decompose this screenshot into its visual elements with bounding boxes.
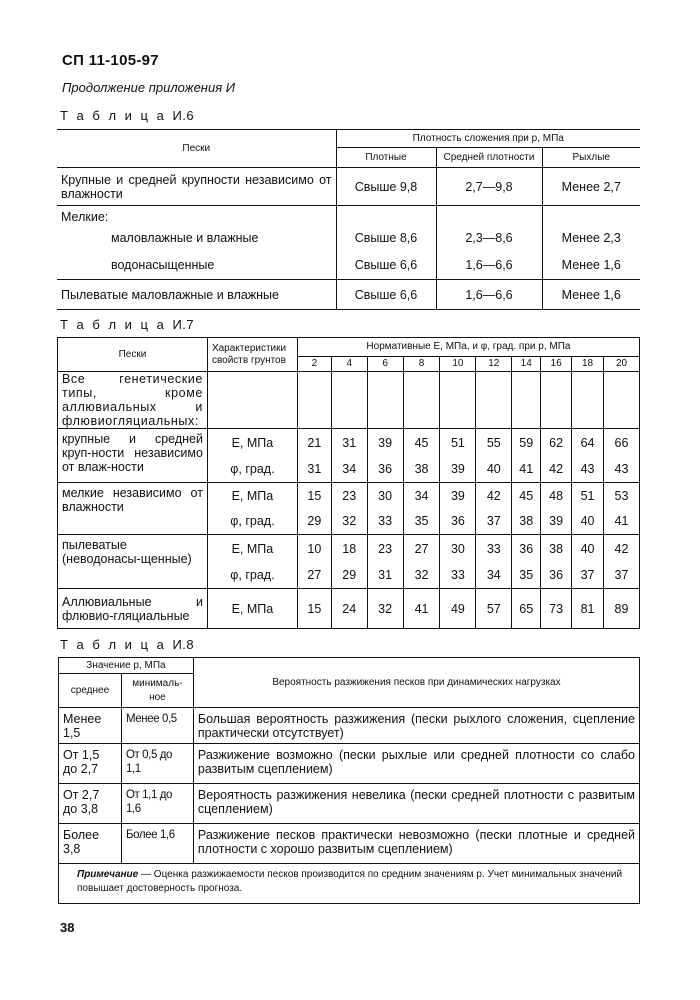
table7-cell-e: 65 — [512, 589, 541, 629]
table7-pressure-header: 8 — [403, 357, 440, 372]
table6-cell: Менее 1,6 — [542, 280, 640, 310]
table7-cell-e: 31 — [331, 429, 367, 457]
table8-header-average: среднее — [59, 674, 122, 708]
table8-description: Большая вероятность разжижения (пески рыхлого сложения, сцепление практически отсутствует) — [193, 708, 639, 744]
appendix-continuation: Продолжение приложения И — [62, 80, 236, 95]
table7-sand-type: крупные и средней круп-ности независимо от влаж-ности — [58, 429, 208, 483]
table6-number: И.6 — [172, 108, 195, 123]
table7-cell-phi: 33 — [440, 563, 476, 589]
table8-description: Вероятность разжижения невелика (пески средней плотности с развитым сцеплением) — [193, 784, 639, 824]
table7-cell-e: 41 — [403, 589, 440, 629]
table7-cell-e: 39 — [440, 483, 476, 509]
table7-cell-phi: 39 — [440, 457, 476, 483]
table7-header-normative: Нормативные E, МПа, и φ, град. при р, МПа — [297, 338, 639, 357]
table7-cell-phi: 40 — [476, 457, 512, 483]
table7-cell-phi: 41 — [512, 457, 541, 483]
table6-cell: 2,3—8,6 — [436, 224, 542, 252]
table7-cell-e: 23 — [331, 483, 367, 509]
table7-cell-phi: 37 — [476, 509, 512, 535]
table7-pressure-header: 16 — [541, 357, 572, 372]
table8-header-minimum: минималь-ное — [121, 674, 193, 708]
table7-cell-e: 36 — [512, 535, 541, 563]
table-row — [58, 372, 640, 429]
table8-minimum-value: От 0,5 до 1,1 — [121, 744, 193, 784]
table6-row-label: Крупные и средней крупности независимо от влажности — [57, 168, 336, 206]
table7-char-phi: φ, град. — [207, 563, 297, 589]
table7-cell-e: 51 — [440, 429, 476, 457]
table7-number: И.7 — [172, 317, 195, 332]
table7-cell-e: 53 — [604, 483, 640, 509]
table8-description: Разжижение песков практически невозможно (пески плотные и средней плотности с хорошо развитым сцеплением) — [193, 824, 639, 864]
table7-sand-type: пылеватые (неводонасы-щенные) — [58, 535, 208, 589]
table8-minimum-value: От 1,1 до 1,6 — [121, 784, 193, 824]
table7-char-phi: φ, град. — [207, 457, 297, 483]
table7-cell-e: 57 — [476, 589, 512, 629]
table6-cell: Свыше 9,8 — [336, 168, 436, 206]
table6-cell: Менее 1,6 — [542, 252, 640, 280]
document-code: СП 11-105-97 — [62, 52, 159, 69]
table7-cell-e: 45 — [512, 483, 541, 509]
table7-cell-phi: 43 — [604, 457, 640, 483]
table7-char-e: E, МПа — [207, 535, 297, 563]
table8-minimum-value: Менее 0,5 — [121, 708, 193, 744]
table7-cell-e: 59 — [512, 429, 541, 457]
table6-cell: Менее 2,3 — [542, 224, 640, 252]
table7-cell-phi: 34 — [476, 563, 512, 589]
table-row — [59, 824, 640, 864]
table7-pressure-header: 18 — [572, 357, 604, 372]
table7-cell-e: 64 — [572, 429, 604, 457]
table7-cell-phi: 42 — [541, 457, 572, 483]
table7-cell-e: 30 — [367, 483, 403, 509]
table7-cell-e: 81 — [572, 589, 604, 629]
table6-row-label: Пылеватые маловлажные и влажные — [57, 280, 336, 310]
table-row — [57, 206, 640, 224]
table7-pressure-header: 20 — [604, 357, 640, 372]
table7-char-e: E, МПа — [207, 483, 297, 509]
table7-cell-e: 42 — [604, 535, 640, 563]
table7-cell-phi: 39 — [541, 509, 572, 535]
table8-average-value: От 1,5 до 2,7 — [59, 744, 122, 784]
table7-cell-e: 38 — [541, 535, 572, 563]
table6-cell: Свыше 8,6 — [336, 224, 436, 252]
table7-cell-e: 39 — [367, 429, 403, 457]
table6-caption-word: Т а б л и ц а — [60, 108, 167, 123]
table7-pressure-header: 12 — [476, 357, 512, 372]
table7-cell-e: 24 — [331, 589, 367, 629]
table7-cell-phi: 41 — [604, 509, 640, 535]
table8 — [58, 657, 640, 904]
table7-cell-phi: 32 — [331, 509, 367, 535]
table7-header-characteristics: Характеристики свойств грунтов — [207, 338, 297, 372]
table7-pressure-header: 10 — [440, 357, 476, 372]
table7-cell-phi: 37 — [604, 563, 640, 589]
table7-caption — [60, 317, 194, 332]
table7-cell-phi: 31 — [297, 457, 331, 483]
table8-caption — [60, 637, 194, 652]
table7-cell-e: 15 — [297, 589, 331, 629]
table8-caption-word: Т а б л и ц а — [60, 637, 167, 652]
table-row — [58, 429, 640, 457]
table-row — [59, 708, 640, 744]
note-label: Примечание — [77, 869, 139, 880]
table7-cell-phi: 38 — [403, 457, 440, 483]
table6-caption — [60, 108, 194, 123]
table6-header-dense: Плотные — [336, 148, 436, 168]
note-text: — Оценка разжижаемости песков производится по средним значениям р. Учет минимальных значений повышает достоверность прогноза. — [77, 869, 623, 894]
table7-cell-phi: 32 — [403, 563, 440, 589]
table7-cell-e: 49 — [440, 589, 476, 629]
table7-cell-phi: 29 — [331, 563, 367, 589]
table6-cell: Свыше 6,6 — [336, 280, 436, 310]
table7-sand-type: Аллювиальные и флювио-гляциальные — [58, 589, 208, 629]
table7-cell-e: 40 — [572, 535, 604, 563]
table7-cell-phi: 36 — [367, 457, 403, 483]
table-row — [57, 252, 640, 280]
table7-cell-e: 23 — [367, 535, 403, 563]
table7-pressure-header: 6 — [367, 357, 403, 372]
table-row — [57, 224, 640, 252]
table7-cell-e: 21 — [297, 429, 331, 457]
table-row — [58, 483, 640, 509]
table6-header-density: Плотность сложения при р, МПа — [336, 130, 640, 148]
table7-cell-phi: 35 — [512, 563, 541, 589]
table7-cell-phi: 40 — [572, 509, 604, 535]
table6-header-loose: Рыхлые — [542, 148, 640, 168]
table7-cell-phi: 35 — [403, 509, 440, 535]
table-row — [59, 744, 640, 784]
table7-cell-phi: 31 — [367, 563, 403, 589]
table7-cell-e: 30 — [440, 535, 476, 563]
table7-cell-e: 55 — [476, 429, 512, 457]
table7-cell-e: 32 — [367, 589, 403, 629]
table7-cell-e: 45 — [403, 429, 440, 457]
table6-cell: Свыше 6,6 — [336, 252, 436, 280]
table8-average-value: Менее 1,5 — [59, 708, 122, 744]
table7-pressure-header: 2 — [297, 357, 331, 372]
table7-cell-phi: 37 — [572, 563, 604, 589]
table6-header-sands: Пески — [57, 130, 336, 168]
table7-caption-word: Т а б л и ц а — [60, 317, 167, 332]
table7-pressure-header: 4 — [331, 357, 367, 372]
table7-cell-phi: 29 — [297, 509, 331, 535]
table7-cell-phi: 38 — [512, 509, 541, 535]
table7-cell-e: 34 — [403, 483, 440, 509]
table7-cell-phi: 43 — [572, 457, 604, 483]
table-row — [57, 168, 640, 206]
table7-char-phi: φ, град. — [207, 509, 297, 535]
table7 — [57, 337, 640, 629]
table8-header-probability: Вероятность разжижения песков при динамических нагрузках — [193, 658, 639, 708]
table7-cell-e: 48 — [541, 483, 572, 509]
table7-sand-type: мелкие независимо от влажности — [58, 483, 208, 535]
table7-cell-e: 42 — [476, 483, 512, 509]
table8-minimum-value: Более 1,6 — [121, 824, 193, 864]
table8-note — [59, 864, 640, 904]
table8-average-value: От 2,7 до 3,8 — [59, 784, 122, 824]
table-row — [59, 784, 640, 824]
table7-cell-e: 27 — [403, 535, 440, 563]
table-row — [57, 280, 640, 310]
table7-cell-e: 18 — [331, 535, 367, 563]
table7-group-heading: Все генетические типы, кроме аллювиальных и флювиогляциальных: — [58, 372, 208, 429]
table7-cell-e: 73 — [541, 589, 572, 629]
table7-pressure-header: 14 — [512, 357, 541, 372]
table6 — [57, 129, 640, 310]
table7-cell-phi: 36 — [440, 509, 476, 535]
table7-char-e: E, МПа — [207, 429, 297, 457]
table7-cell-e: 15 — [297, 483, 331, 509]
table7-char-e: E, МПа — [207, 589, 297, 629]
table6-header-medium: Средней плотности — [436, 148, 542, 168]
table7-header-sands: Пески — [58, 338, 208, 372]
table8-description: Разжижение возможно (пески рыхлые или средней плотности со слабо развитым сцеплением) — [193, 744, 639, 784]
table7-cell-e: 66 — [604, 429, 640, 457]
table6-cell: 1,6—6,6 — [436, 280, 542, 310]
table7-cell-e: 62 — [541, 429, 572, 457]
table6-cell: Менее 2,7 — [542, 168, 640, 206]
table6-row-label: маловлажные и влажные — [57, 224, 336, 252]
table8-average-value: Более 3,8 — [59, 824, 122, 864]
table8-number: И.8 — [172, 637, 195, 652]
table8-header-value: Значение р, МПа — [59, 658, 194, 674]
table6-cell: 2,7—9,8 — [436, 168, 542, 206]
table7-cell-e: 89 — [604, 589, 640, 629]
page-number: 38 — [60, 920, 75, 935]
table7-cell-e: 51 — [572, 483, 604, 509]
table-row — [58, 589, 640, 629]
table7-cell-phi: 27 — [297, 563, 331, 589]
table7-cell-e: 10 — [297, 535, 331, 563]
table7-cell-phi: 33 — [367, 509, 403, 535]
table6-cell: 1,6—6,6 — [436, 252, 542, 280]
table7-cell-e: 33 — [476, 535, 512, 563]
table-row — [58, 535, 640, 563]
table7-cell-phi: 34 — [331, 457, 367, 483]
table6-row-label: водонасыщенные — [57, 252, 336, 280]
table7-cell-phi: 36 — [541, 563, 572, 589]
table6-fine-heading: Мелкие: — [57, 206, 336, 224]
